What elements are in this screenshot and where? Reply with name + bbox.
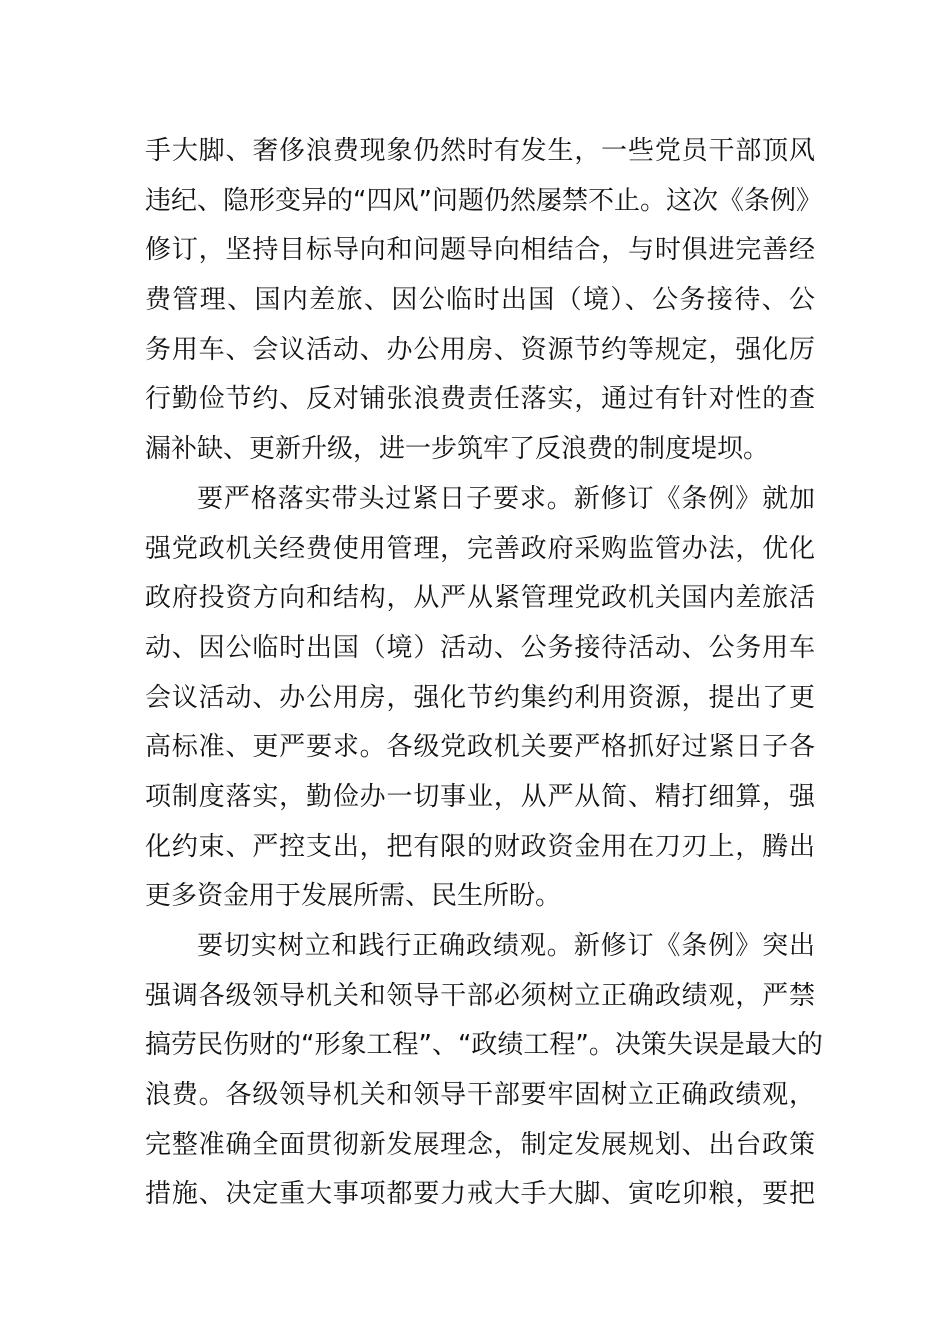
text-line: 浪费。各级领导机关和领导干部要牢固树立正确政绩观， [145, 1080, 815, 1111]
text-line: 化约束、严控支出，把有限的财政资金用在刀刃上，腾出 [145, 831, 815, 862]
text-line: 项制度落实，勤俭办一切事业，从严从简、精打细算，强 [145, 781, 815, 812]
text-line: 会议活动、办公用房，强化节约集约利用资源，提出了更 [145, 682, 815, 713]
text-line: 修订，坚持目标导向和问题导向相结合，与时俱进完善经 [145, 235, 815, 266]
text-line: 高标准、更严要求。各级党政机关要严格抓好过紧日子各 [145, 732, 815, 763]
body-text [145, 127, 823, 1220]
text-line: 动、因公临时出国（境）活动、公务接待活动、公务用车 [145, 632, 815, 663]
text-line: 漏补缺、更新升级，进一步筑牢了反浪费的制度堤坝。 [145, 434, 770, 465]
paragraph-first-line: 要严格落实带头过紧日子要求。新修订《条例》就加 [197, 483, 815, 514]
text-line: 政府投资方向和结构，从严从紧管理党政机关国内差旅活 [145, 583, 815, 614]
text-line: 强调各级领导机关和领导干部必须树立正确政绩观，严禁 [145, 980, 815, 1011]
text-line: 完整准确全面贯彻新发展理念，制定发展规划、出台政策 [145, 1129, 815, 1160]
text-line: 措施、决定重大事项都要力戒大手大脚、寅吃卯粮，要把 [145, 1179, 815, 1210]
text-line: 手大脚、奢侈浪费现象仍然时有发生，一些党员干部顶风 [145, 136, 815, 166]
text-line: 费管理、国内差旅、因公临时出国（境）、公务接待、公 [145, 285, 815, 316]
text-line: 更多资金用于发展所需、民生所盼。 [145, 881, 562, 912]
text-line: 行勤俭节约、反对铺张浪费责任落实，通过有针对性的查 [145, 384, 815, 415]
text-line: 违纪、隐形变异的“四风”问题仍然屡禁不止。这次《条例》 [145, 185, 822, 216]
text-line: 搞劳民伤财的“形象工程”、“政绩工程”。决策失误是最大的 [145, 1030, 823, 1061]
paragraph-first-line: 要切实树立和践行正确政绩观。新修订《条例》突出 [197, 931, 815, 961]
text-line: 强党政机关经费使用管理，完善政府采购监管办法，优化 [145, 533, 815, 564]
text-line: 务用车、会议活动、办公用房、资源节约等规定，强化厉 [145, 334, 815, 365]
